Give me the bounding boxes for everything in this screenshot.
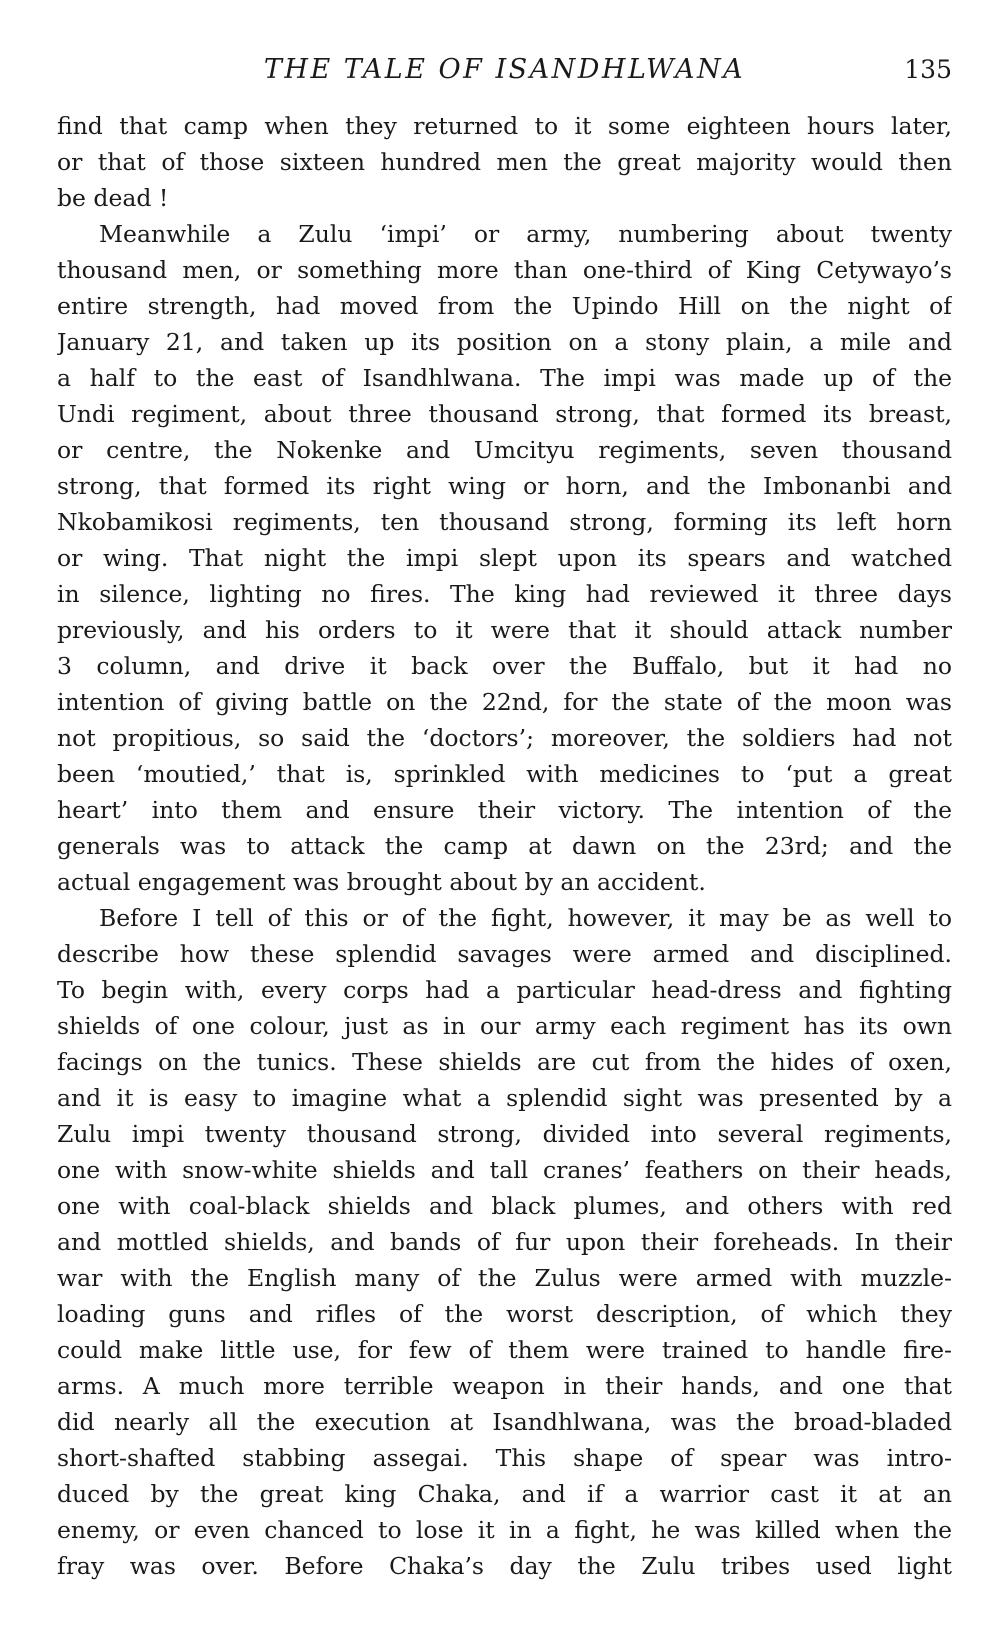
text-line: in silence, lighting no fires. The king had reviewed it three days	[57, 580, 952, 608]
text-line: facings on the tunics. These shields are cut from the hides of oxen,	[57, 1048, 952, 1076]
text-line: did nearly all the execution at Isandhlwana, was the broad-bladed	[57, 1408, 952, 1436]
text-line: previously, and his orders to it were that it should attack number	[57, 616, 952, 644]
text-line: a half to the east of Isandhlwana. The impi was made up of the	[57, 364, 952, 392]
text-line: or centre, the Nokenke and Umcityu regiments, seven thousand	[57, 436, 952, 464]
text-line: not propitious, so said the ‘doctors’; moreover, the soldiers had not	[57, 724, 952, 752]
text-line: could make little use, for few of them were trained to handle fire-	[57, 1336, 952, 1364]
text-line: January 21, and taken up its position on a stony plain, a mile and	[57, 328, 952, 356]
text-line: entire strength, had moved from the Upindo Hill on the night of	[57, 292, 952, 320]
body-text	[57, 108, 952, 1584]
text-line: one with coal-black shields and black plumes, and others with red	[57, 1192, 952, 1220]
running-head	[57, 52, 952, 88]
text-line: arms. A much more terrible weapon in their hands, and one that	[57, 1372, 952, 1400]
page-number: 135	[904, 55, 952, 84]
text-line: Zulu impi twenty thousand strong, divided into several regiments,	[57, 1120, 952, 1148]
text-line: 3 column, and drive it back over the Buffalo, but it had no	[57, 652, 952, 680]
text-line: or that of those sixteen hundred men the great majority would then	[57, 148, 952, 176]
running-title: THE TALE OF ISANDHLWANA	[263, 54, 746, 85]
text-line: thousand men, or something more than one-third of King Cetywayo’s	[57, 256, 952, 284]
text-line: intention of giving battle on the 22nd, for the state of the moon was	[57, 688, 952, 716]
text-line: describe how these splendid savages were armed and disciplined.	[57, 940, 952, 968]
text-line: and mottled shields, and bands of fur upon their foreheads. In their	[57, 1228, 952, 1256]
text-line: short-shafted stabbing assegai. This shape of spear was intro-	[57, 1444, 952, 1472]
text-line: one with snow-white shields and tall cranes’ feathers on their heads,	[57, 1156, 952, 1184]
text-line: and it is easy to imagine what a splendid sight was presented by a	[57, 1084, 952, 1112]
text-line: been ‘moutied,’ that is, sprinkled with medicines to ‘put a great	[57, 760, 952, 788]
text-line: loading guns and rifles of the worst description, of which they	[57, 1300, 952, 1328]
text-line: actual engagement was brought about by an accident.	[57, 868, 706, 896]
text-line: Nkobamikosi regiments, ten thousand strong, forming its left horn	[57, 508, 952, 536]
text-line: duced by the great king Chaka, and if a warrior cast it at an	[57, 1480, 952, 1508]
text-line: strong, that formed its right wing or horn, and the Imbonanbi and	[57, 472, 952, 500]
text-line: find that camp when they returned to it some eighteen hours later,	[57, 112, 952, 140]
text-line: enemy, or even chanced to lose it in a fight, he was killed when the	[57, 1516, 952, 1544]
text-line: war with the English many of the Zulus were armed with muzzle-	[57, 1264, 952, 1292]
text-line: fray was over. Before Chaka’s day the Zulu tribes used light	[57, 1552, 952, 1580]
text-line: Undi regiment, about three thousand strong, that formed its breast,	[57, 400, 952, 428]
text-line: or wing. That night the impi slept upon its spears and watched	[57, 544, 952, 572]
paragraph-start-line: Before I tell of this or of the fight, however, it may be as well to	[99, 904, 952, 932]
text-line: heart’ into them and ensure their victory. The intention of the	[57, 796, 952, 824]
paragraph-start-line: Meanwhile a Zulu ‘impi’ or army, numbering about twenty	[99, 220, 952, 248]
text-line: be dead !	[57, 184, 169, 212]
text-line: generals was to attack the camp at dawn on the 23rd; and the	[57, 832, 952, 860]
text-line: To begin with, every corps had a particular head-dress and fighting	[57, 976, 952, 1004]
text-line: shields of one colour, just as in our army each regiment has its own	[57, 1012, 952, 1040]
